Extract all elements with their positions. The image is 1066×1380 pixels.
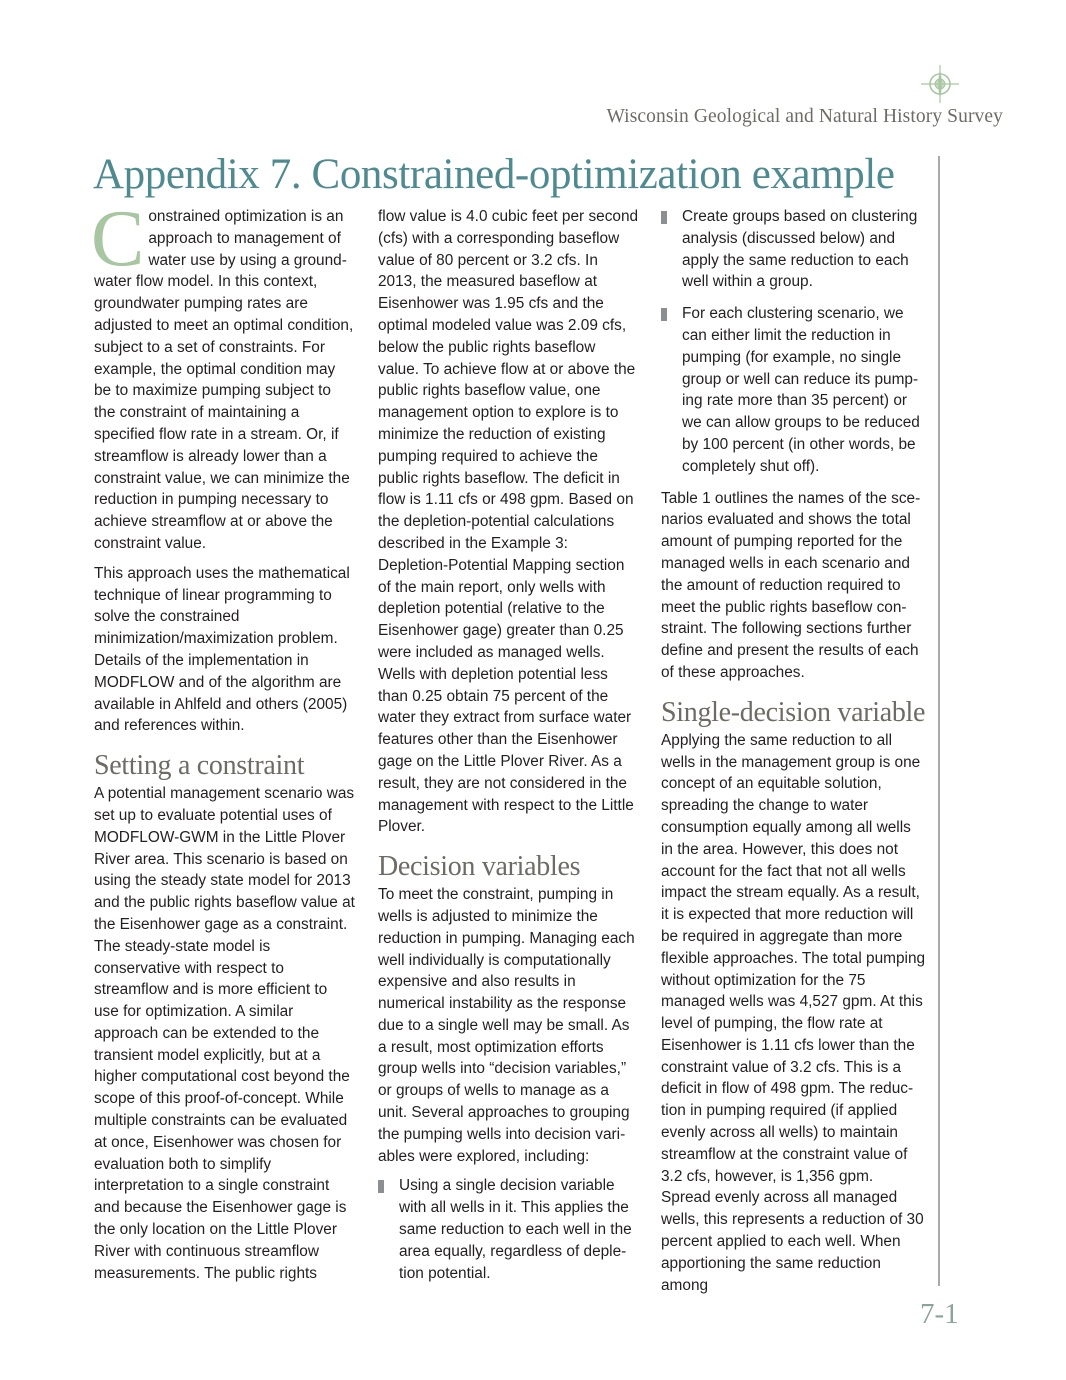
drop-cap: C <box>91 195 145 283</box>
section-heading-single-decision-variable: Single-decision variable <box>661 696 926 728</box>
list-item <box>378 1175 640 1284</box>
list-item-text: For each clustering scenario, we can either limit the reduction in pumping (for example, no single group or well can reduce its pumping rate more than 35 percent) or we can allow groups to be reduced by 100 percent (in other words, be completely shut off). <box>682 305 920 475</box>
paragraph: To meet the constraint, pumping in wells is adjusted to minimize the reduction in pumping. Managing each well individually is computationally expensive and also results in numerical instability as the response due to a single well may be small. As a result, most optimization efforts group wells into “decision variables,” or groups of wells to manage as a unit. Several approaches to grouping the pumping wells into decision variables were explored, including: <box>378 886 635 1165</box>
paragraph: A potential management scenario was set up to evaluate potential uses of MODFLOW-GWM in the Little Plover River area. This scenario is based on using the steady state model for 2013 and the public rights baseflow value at the Eisenhower gage as a constraint. The steady-state model is conservative with respect to streamflow and is more efficient to use for optimization. A similar approach can be extended to the transient model explicitly, but at a higher computational cost beyond the scope of this proof-of-concept. While multiple constraints can be evaluated at once, Eisenhower was chosen for evaluation both to simplify interpretation to a single constraint and because the Eisenhower gage is the only location on the Little Plover River with continuous streamflow measurements. The public rights <box>94 785 355 1282</box>
bullet-marker <box>661 308 667 321</box>
page-number: 7-1 <box>920 1298 959 1330</box>
list-item-text: Create groups based on clustering analysis (discussed below) and apply the same reduction to each well within a group. <box>682 208 918 291</box>
section-heading-setting-a-constraint: Setting a constraint <box>94 750 305 782</box>
paragraph: This approach uses the mathematical technique of linear programming to solve the constrained minimization/maximization problem. Details of the implementation in MODFLOW and of the algorithm are available in Ahlfeld and others (2005) and references within. <box>94 564 350 735</box>
intro-text: onstrained optimization is an approach to management of water use by using a groundwater flow model. In this context, groundwater pumping rates are adjusted to meet an optimal condition, subject to a set of constraints. For example, the optimal condition may be to maximize pumping subject to the constraint of maintaining a specified flow rate in a stream. Or, if streamflow is already lower than a constraint value, we can minimize the reduction in pumping necessary to achieve streamflow at or above the constraint value. <box>94 208 354 552</box>
list-item <box>661 206 927 293</box>
list-item-text: Using a single decision variable with all wells in it. This applies the same reduction to each well in the area equally, regardless of depletion potential. <box>399 1177 632 1282</box>
vertical-divider <box>938 156 940 1286</box>
paragraph: flow value is 4.0 cubic feet per second (cfs) with a corresponding baseflow value of 80 percent or 3.2 cfs. In 2013, the measured baseflow at Eisenhower was 1.95 cfs and the optimal modeled value was 2.09 cfs, below the public rights baseflow value. To achieve flow at or above the public rights baseflow value, one management option to explore is to minimize the reduction of existing pumping required to achieve the public rights baseflow. The deficit in flow is 1.11 cfs or 498 gpm. Based on the depletion-potential calculations described in the Example 3: Depletion-Potential Mapping section of the main report, only wells with depletion potential (relative to the Eisenhower gage) greater than 0.25 were included as managed wells. Wells with depletion potential less than 0.25 obtain 75 percent of the water they extract from surface water features other than the Eisenhower gage on the Little Plover River. As a result, they are not considered in the management with respect to the Little Plover. <box>378 208 639 836</box>
bullet-marker <box>661 211 667 224</box>
header-org-name: Wisconsin Geological and Natural History Survey <box>606 106 1003 127</box>
column-2 <box>378 206 640 1294</box>
bullet-marker <box>378 1180 384 1193</box>
section-heading-decision-variables: Decision variables <box>378 851 581 883</box>
bullet-list <box>378 1175 640 1284</box>
page-title: Appendix 7. Constrained-optimization example <box>93 151 895 198</box>
column-1 <box>91 195 356 1292</box>
intro-paragraph <box>91 195 356 555</box>
list-item <box>661 303 927 477</box>
paragraph: Table 1 outlines the names of the scenarios evaluated and shows the total amount of pumping reported for the managed wells in each scenario and the amount of reduction required to meet the public rights baseflow constraint. The following sections further define and present the results of each of these approaches. <box>661 489 921 681</box>
bullet-list <box>661 206 927 478</box>
compass-rose-icon <box>920 64 960 104</box>
column-3 <box>661 206 927 1304</box>
paragraph: Applying the same reduction to all wells in the management group is one concept of an equitable solution, spreading the change to water consumption equally among all wells in the area. However, this does not account for the fact that not all wells impact the stream equally. As a result, it is expected that more reduction will be required in aggregate than more flexible approaches. The total pumping without optimization for the 75 managed wells was 4,527 gpm. At this level of pumping, the flow rate at Eisenhower is 1.11 cfs lower than the constraint value of 3.2 cfs. This is a deficit in flow of 498 gpm. The reduction in pumping required (if applied evenly across all wells) to maintain streamflow at the constraint value of 3.2 cfs, however, is 1,356 gpm. Spread evenly across all managed wells, this represents a reduction of 30 percent applied to each well. When apportioning the same reduction among <box>661 731 926 1294</box>
